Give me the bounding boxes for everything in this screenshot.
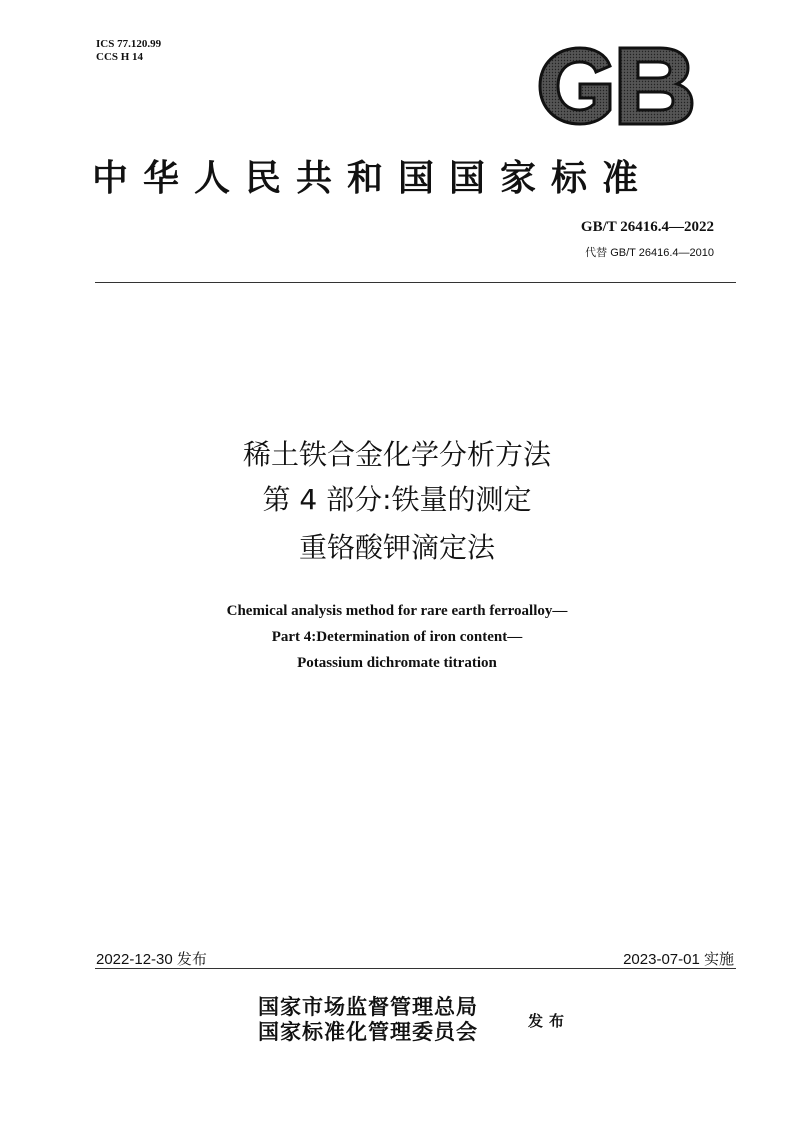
english-title-line-1: Chemical analysis method for rare earth ferroalloy— bbox=[226, 603, 568, 619]
gb-logo bbox=[536, 44, 696, 128]
issue-date: 2022-12-30 发布 bbox=[96, 951, 207, 968]
top-divider bbox=[95, 282, 736, 283]
standard-category-title: 中华人民共和国国家标准 bbox=[92, 157, 654, 199]
chinese-title-line-2: 第 4 部分:铁量的测定 bbox=[262, 483, 532, 516]
chinese-title-line-3: 重铬酸钾滴定法 bbox=[298, 531, 495, 564]
implementation-date: 2023-07-01 实施 bbox=[623, 951, 734, 968]
english-title-line-3: Potassium dichromate titration bbox=[297, 655, 497, 671]
chinese-title-line-1: 稀土铁合金化学分析方法 bbox=[242, 438, 551, 471]
ccs-code: CCS H 14 bbox=[96, 51, 144, 63]
ics-code: ICS 77.120.99 bbox=[96, 38, 162, 50]
classification-codes bbox=[96, 38, 161, 64]
replaced-standard: 代替 GB/T 26416.4—2010 bbox=[585, 247, 714, 259]
publish-label: 发布 bbox=[528, 1012, 571, 1030]
english-title-line-2: Part 4:Determination of iron content— bbox=[271, 629, 523, 645]
issuer-sac: 国家标准化管理委员会 bbox=[258, 1019, 478, 1044]
bottom-divider bbox=[95, 968, 736, 969]
standard-number: GB/T 26416.4—2022 bbox=[580, 219, 714, 235]
issuer-samr: 国家市场监督管理总局 bbox=[258, 994, 478, 1019]
